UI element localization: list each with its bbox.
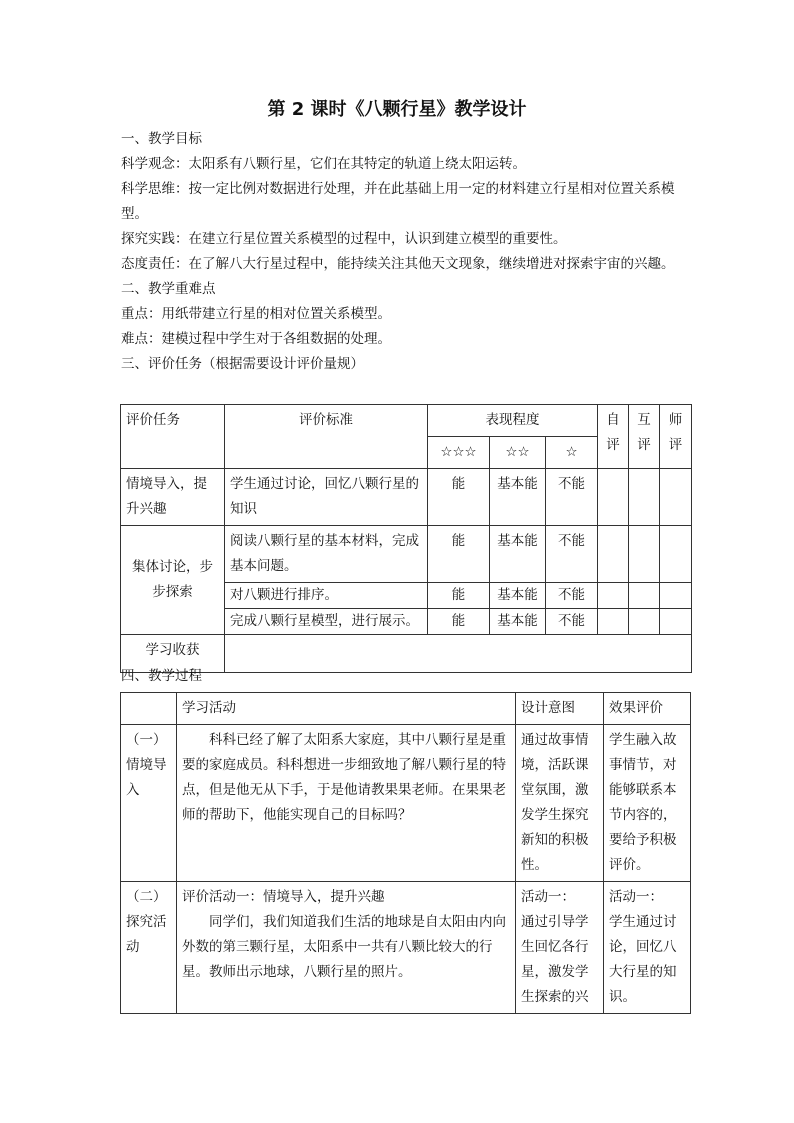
- header-activity: 学习活动: [177, 693, 516, 725]
- header-standard: 评价标准: [225, 405, 428, 469]
- effect-cell: 学生融入故事情节，对能够联系本节内容的，要给予积极评价。: [604, 725, 691, 882]
- header-performance: 表现程度: [428, 405, 598, 437]
- self-cell: [598, 526, 629, 583]
- task-cell: 集体讨论，步步探索: [121, 526, 225, 635]
- teacher-cell: [660, 583, 692, 609]
- table-row: [121, 725, 691, 882]
- peer-cell: [629, 526, 660, 583]
- level-cell: 基本能: [490, 583, 546, 609]
- table-row: [121, 405, 692, 437]
- peer-cell: [629, 469, 660, 526]
- table-row: [121, 635, 692, 673]
- table-row: [121, 526, 692, 583]
- level-cell: 能: [428, 469, 490, 526]
- stage-cell: （一）情境导入: [121, 725, 177, 882]
- header-peer: 互评: [629, 405, 660, 469]
- standard-cell: 阅读八颗行星的基本材料，完成基本问题。: [225, 526, 428, 583]
- level-cell: 能: [428, 583, 490, 609]
- peer-cell: [629, 609, 660, 635]
- teacher-cell: [660, 609, 692, 635]
- level-cell: 基本能: [490, 609, 546, 635]
- header-two-star: ☆☆: [490, 437, 546, 469]
- intent-title: 活动一：: [521, 889, 575, 905]
- intro-section: [121, 127, 691, 377]
- objective-concept: 科学观念：太阳系有八颗行星，它们在其特定的轨道上绕太阳运转。: [121, 156, 526, 172]
- activity-text: 同学们，我们知道我们生活的地球是自太阳由内向外数的第三颗行星，太阳系中一共有八颗比较大的行星。教师出示地球，八颗行星的照片。: [182, 914, 506, 980]
- keypoints-heading: 二、教学重难点: [121, 281, 216, 297]
- header-effect: 效果评价: [604, 693, 691, 725]
- process-table: [120, 692, 691, 1014]
- objective-thinking: 科学思维：按一定比例对数据进行处理，并在此基础上用一定的材料建立行星相对位置关系模型。: [121, 181, 675, 222]
- objective-practice: 探究实践：在建立行星位置关系模型的过程中，认识到建立模型的重要性。: [121, 231, 567, 247]
- header-task: 评价任务: [121, 405, 225, 469]
- objectives-heading: 一、教学目标: [121, 131, 202, 147]
- level-cell: 不能: [546, 609, 598, 635]
- header-teacher: 师评: [660, 405, 692, 469]
- standard-cell: 学生通过讨论，回忆八颗行星的知识: [225, 469, 428, 526]
- activity-cell: 科科已经了解了太阳系大家庭，其中八颗行星是重要的家庭成员。科科想进一步细致地了解八颗行星的特点，但是他无从下手，于是他请教果果老师。在果果老师的帮助下，他能实现自己的目标吗？: [177, 725, 516, 882]
- header-intent: 设计意图: [516, 693, 604, 725]
- table-row: [121, 469, 692, 526]
- task-cell: 情境导入，提升兴趣: [121, 469, 225, 526]
- objective-attitude: 态度责任：在了解八大行星过程中，能持续关注其他天文现象，继续增进对探索宇宙的兴趣。: [121, 256, 675, 272]
- level-cell: 不能: [546, 469, 598, 526]
- page-title: 第 2 课时《八颗行星》教学设计: [267, 99, 527, 120]
- gain-cell: 学习收获: [121, 635, 225, 673]
- header-three-star: ☆☆☆: [428, 437, 490, 469]
- self-cell: [598, 469, 629, 526]
- table-row: [121, 693, 691, 725]
- teacher-cell: [660, 469, 692, 526]
- peer-cell: [629, 583, 660, 609]
- intent-text: 通过引导学生回忆各行星，激发学生探索的兴: [521, 914, 589, 1005]
- effect-cell: [604, 882, 691, 1014]
- self-cell: [598, 583, 629, 609]
- standard-cell: 对八颗进行排序。: [225, 583, 428, 609]
- level-cell: 不能: [546, 526, 598, 583]
- self-cell: [598, 609, 629, 635]
- level-cell: 能: [428, 609, 490, 635]
- stage-cell: （二）探究活动: [121, 882, 177, 1014]
- effect-text: 学生通过讨论，回忆八大行星的知识。: [609, 914, 677, 1005]
- intent-cell: [516, 882, 604, 1014]
- standard-cell: 完成八颗行星模型，进行展示。: [225, 609, 428, 635]
- level-cell: 基本能: [490, 526, 546, 583]
- level-cell: 基本能: [490, 469, 546, 526]
- keypoint-difficult: 难点：建模过程中学生对于各组数据的处理。: [121, 331, 391, 347]
- process-heading: 四、教学过程: [121, 668, 202, 684]
- header-stage: [121, 693, 177, 725]
- keypoint-key: 重点：用纸带建立行星的相对位置关系模型。: [121, 306, 391, 322]
- header-self: 自评: [598, 405, 629, 469]
- intent-cell: 通过故事情境，活跃课堂氛围，激发学生探究新知的积极性。: [516, 725, 604, 882]
- activity-title: 评价活动一：情境导入，提升兴趣: [182, 889, 385, 905]
- gain-value-cell: [225, 635, 692, 673]
- level-cell: 不能: [546, 583, 598, 609]
- activity-cell: [177, 882, 516, 1014]
- teacher-cell: [660, 526, 692, 583]
- effect-title: 活动一：: [609, 889, 663, 905]
- evaluation-heading: 三、评价任务（根据需要设计评价量规）: [121, 356, 364, 372]
- level-cell: 能: [428, 526, 490, 583]
- header-one-star: ☆: [546, 437, 598, 469]
- evaluation-table: [120, 404, 692, 673]
- table-row: [121, 882, 691, 1014]
